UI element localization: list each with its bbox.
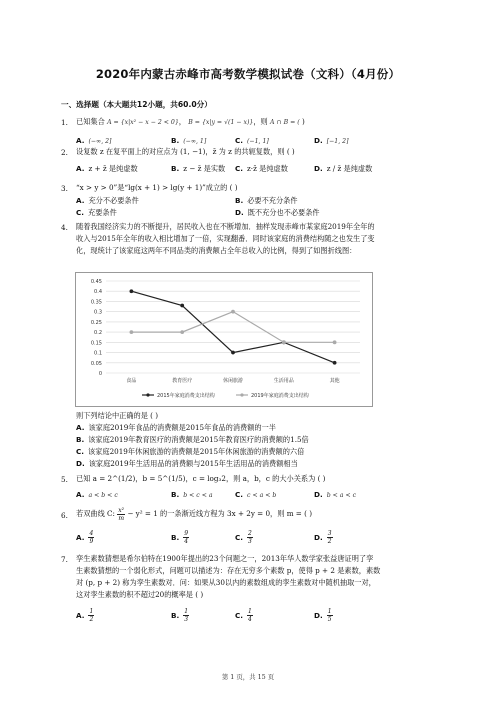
option-c[interactable]: C. $\frac{2}{3}$	[235, 530, 252, 545]
x-tick-label: 其他	[329, 378, 340, 384]
question-text: ，则	[253, 117, 268, 126]
question-number: 7.	[61, 555, 68, 564]
page-title: 2020年内蒙古赤峰市高考数学模拟试卷（文科）（4月份）	[95, 67, 401, 81]
option-d[interactable]: D. b < a < c	[314, 490, 357, 499]
data-point	[130, 289, 134, 293]
x-tick-label: 教育医疗	[172, 378, 193, 384]
option-a[interactable]: A. $\frac{4}{9}$	[76, 530, 94, 545]
option-c[interactable]: C. c < a < b	[235, 490, 277, 499]
question-number: 2.	[61, 148, 68, 157]
data-point	[180, 304, 184, 308]
option-d[interactable]: D. [−1, 2]	[314, 136, 349, 145]
question-number: 3.	[61, 184, 68, 193]
option-b[interactable]: B. 该家庭2019年教育医疗的消费额是2015年教育医疗的消费额的1.5倍	[76, 435, 309, 444]
y-tick-label: 0.2	[94, 330, 102, 337]
question-3-stem: “x > y > 0”是“lg(x + 1) > lg(y + 1)”成立的 ( )	[76, 183, 238, 192]
option-d[interactable]: D. z / z̄ 是纯虚数	[314, 164, 373, 173]
data-point	[231, 310, 235, 314]
option-a[interactable]: A. 该家庭2019年食品的消费额是2015年食品的消费额的一半	[76, 423, 276, 432]
question-7-stem-line: 生素数猜想的一个弱化形式，问题可以描述为：存在无穷多个素数 p，使得 p + 2 是素数，素数	[76, 566, 381, 575]
legend-marker	[240, 393, 243, 396]
option-b[interactable]: B. $\frac{9}{4}$	[171, 530, 189, 545]
section-heading: 一、选择题（本大题共12小题，共60.0分）	[61, 100, 212, 109]
legend-marker	[146, 393, 149, 396]
option-d[interactable]: D. 既不充分也不必要条件	[235, 208, 320, 217]
line-chart	[75, 272, 373, 407]
question-number: 5.	[61, 475, 68, 484]
question-7-stem-line: 对 (p, p + 2) 称为孪生素数对．问：如果从30以内的素数组成的孪生素数对中随机抽取一对，	[76, 578, 376, 587]
question-1-stem	[76, 117, 305, 127]
x-tick-label: 生活用品	[273, 378, 294, 384]
option-b[interactable]: B. $\frac{1}{3}$	[171, 608, 189, 623]
question-number: 6.	[61, 511, 68, 520]
option-a[interactable]: A. (−∞, 2]	[76, 136, 112, 145]
data-point	[282, 340, 286, 344]
fraction: $\frac{\text{x²}}{m}$	[118, 506, 125, 522]
question-4-prompt: 则下列结论中正确的是 ( )	[76, 411, 159, 420]
question-5-stem: 已知 a = 2^(1/2)，b = 5^(1/5)，c = log₃2，则 a，b，c 的大小关系为 ( )	[76, 474, 326, 483]
option-a[interactable]: A. a < b < c	[76, 490, 118, 499]
set-a: A = {x|x² − x − 2 < 0}	[107, 119, 179, 126]
y-tick-label: 0.45	[90, 279, 102, 285]
question-6-stem	[76, 505, 312, 523]
option-b[interactable]: B. 必要不充分条件	[235, 196, 298, 205]
y-tick-label: 0	[98, 371, 102, 377]
question-4-stem-line: 化，现统计了该家庭这两年不同品类的消费额占全年总收入的比例，得到了如图折线图：	[76, 246, 357, 255]
data-point	[333, 361, 337, 365]
question-number: 4.	[61, 223, 68, 232]
set-b: B = {x|y = √(1 − x)}	[188, 119, 254, 126]
expression: A ∩ B = (	[270, 119, 300, 126]
question-7-stem-line: 孪生素数猜想是希尔伯特在1900年提出的23个问题之一，2013年华人数学家张益唐证明了孪	[76, 554, 374, 563]
data-point	[130, 330, 134, 334]
option-d[interactable]: D. $\frac{1}{5}$	[314, 608, 332, 623]
option-c[interactable]: C. (−1, 1]	[235, 136, 269, 145]
question-4-stem-line: 收入与2015年全年的收入相比增加了一倍，实现翻番．同时该家庭的消费结构随之也发生了变	[76, 234, 375, 243]
data-point	[180, 330, 184, 334]
option-c[interactable]: C. $\frac{1}{4}$	[235, 608, 252, 623]
option-a[interactable]: A. 充分不必要条件	[76, 196, 139, 205]
y-tick-label: 0.1	[94, 350, 102, 357]
answer-blank: )	[302, 117, 305, 126]
x-tick-label: 食品	[126, 378, 137, 384]
separator: ，	[178, 117, 186, 126]
y-tick-label: 0.4	[94, 289, 102, 296]
series-line	[131, 312, 334, 343]
option-a[interactable]: A. z + z̄ 是纯虚数	[76, 164, 138, 173]
y-tick-label: 0.25	[90, 319, 102, 326]
option-c[interactable]: C. 充要条件	[76, 208, 117, 217]
question-text: 若双曲线 C:	[76, 509, 115, 518]
y-tick-label: 0.3	[94, 309, 102, 316]
question-text: − y² = 1 的一条渐近线方程为 3x + 2y = 0，则 m = ( )	[127, 509, 313, 518]
option-b[interactable]: B. (−∞, 1]	[171, 136, 207, 145]
option-c[interactable]: C. 该家庭2019年休闲旅游的消费额是2015年休闲旅游的消费额的六倍	[76, 447, 305, 456]
option-c[interactable]: C. z·z̄ 是纯虚数	[235, 164, 288, 173]
option-a[interactable]: A. $\frac{1}{2}$	[76, 608, 94, 623]
legend-label: 2019年家庭消费支出结构	[251, 393, 309, 399]
option-d[interactable]: D. $\frac{3}{2}$	[314, 530, 332, 545]
data-point	[231, 351, 235, 355]
option-b[interactable]: B. z − z̄ 是实数	[171, 164, 226, 173]
question-7-stem-line: 这对孪生素数的积不超过20的概率是 ( )	[76, 590, 204, 599]
option-b[interactable]: B. b < c < a	[171, 490, 213, 499]
line-chart-svg	[76, 273, 372, 406]
y-tick-label: 0.35	[90, 299, 102, 306]
question-4-stem-line: 随着我国经济实力的不断提升，居民收入也在不断增加．抽样发现赤峰市某家庭2019年全年的	[76, 222, 375, 231]
data-point	[333, 340, 337, 344]
x-tick-label: 休闲旅游	[222, 378, 244, 384]
y-tick-label: 0.15	[90, 340, 102, 347]
page-footer: 第 1 页，共 15 页	[221, 673, 275, 681]
question-number: 1.	[61, 118, 68, 127]
legend-label: 2015年家庭消费支出结构	[157, 393, 215, 399]
question-2-stem: 设复数 z 在复平面上的对应点为 (1, −1)，z̄ 为 z 的共轭复数，则 ( )	[76, 147, 295, 156]
question-text: 已知集合	[76, 117, 105, 126]
y-tick-label: 0.05	[90, 360, 102, 367]
option-d[interactable]: D. 该家庭2019年生活用品的消费额与2015年生活用品的消费额相当	[76, 459, 298, 468]
